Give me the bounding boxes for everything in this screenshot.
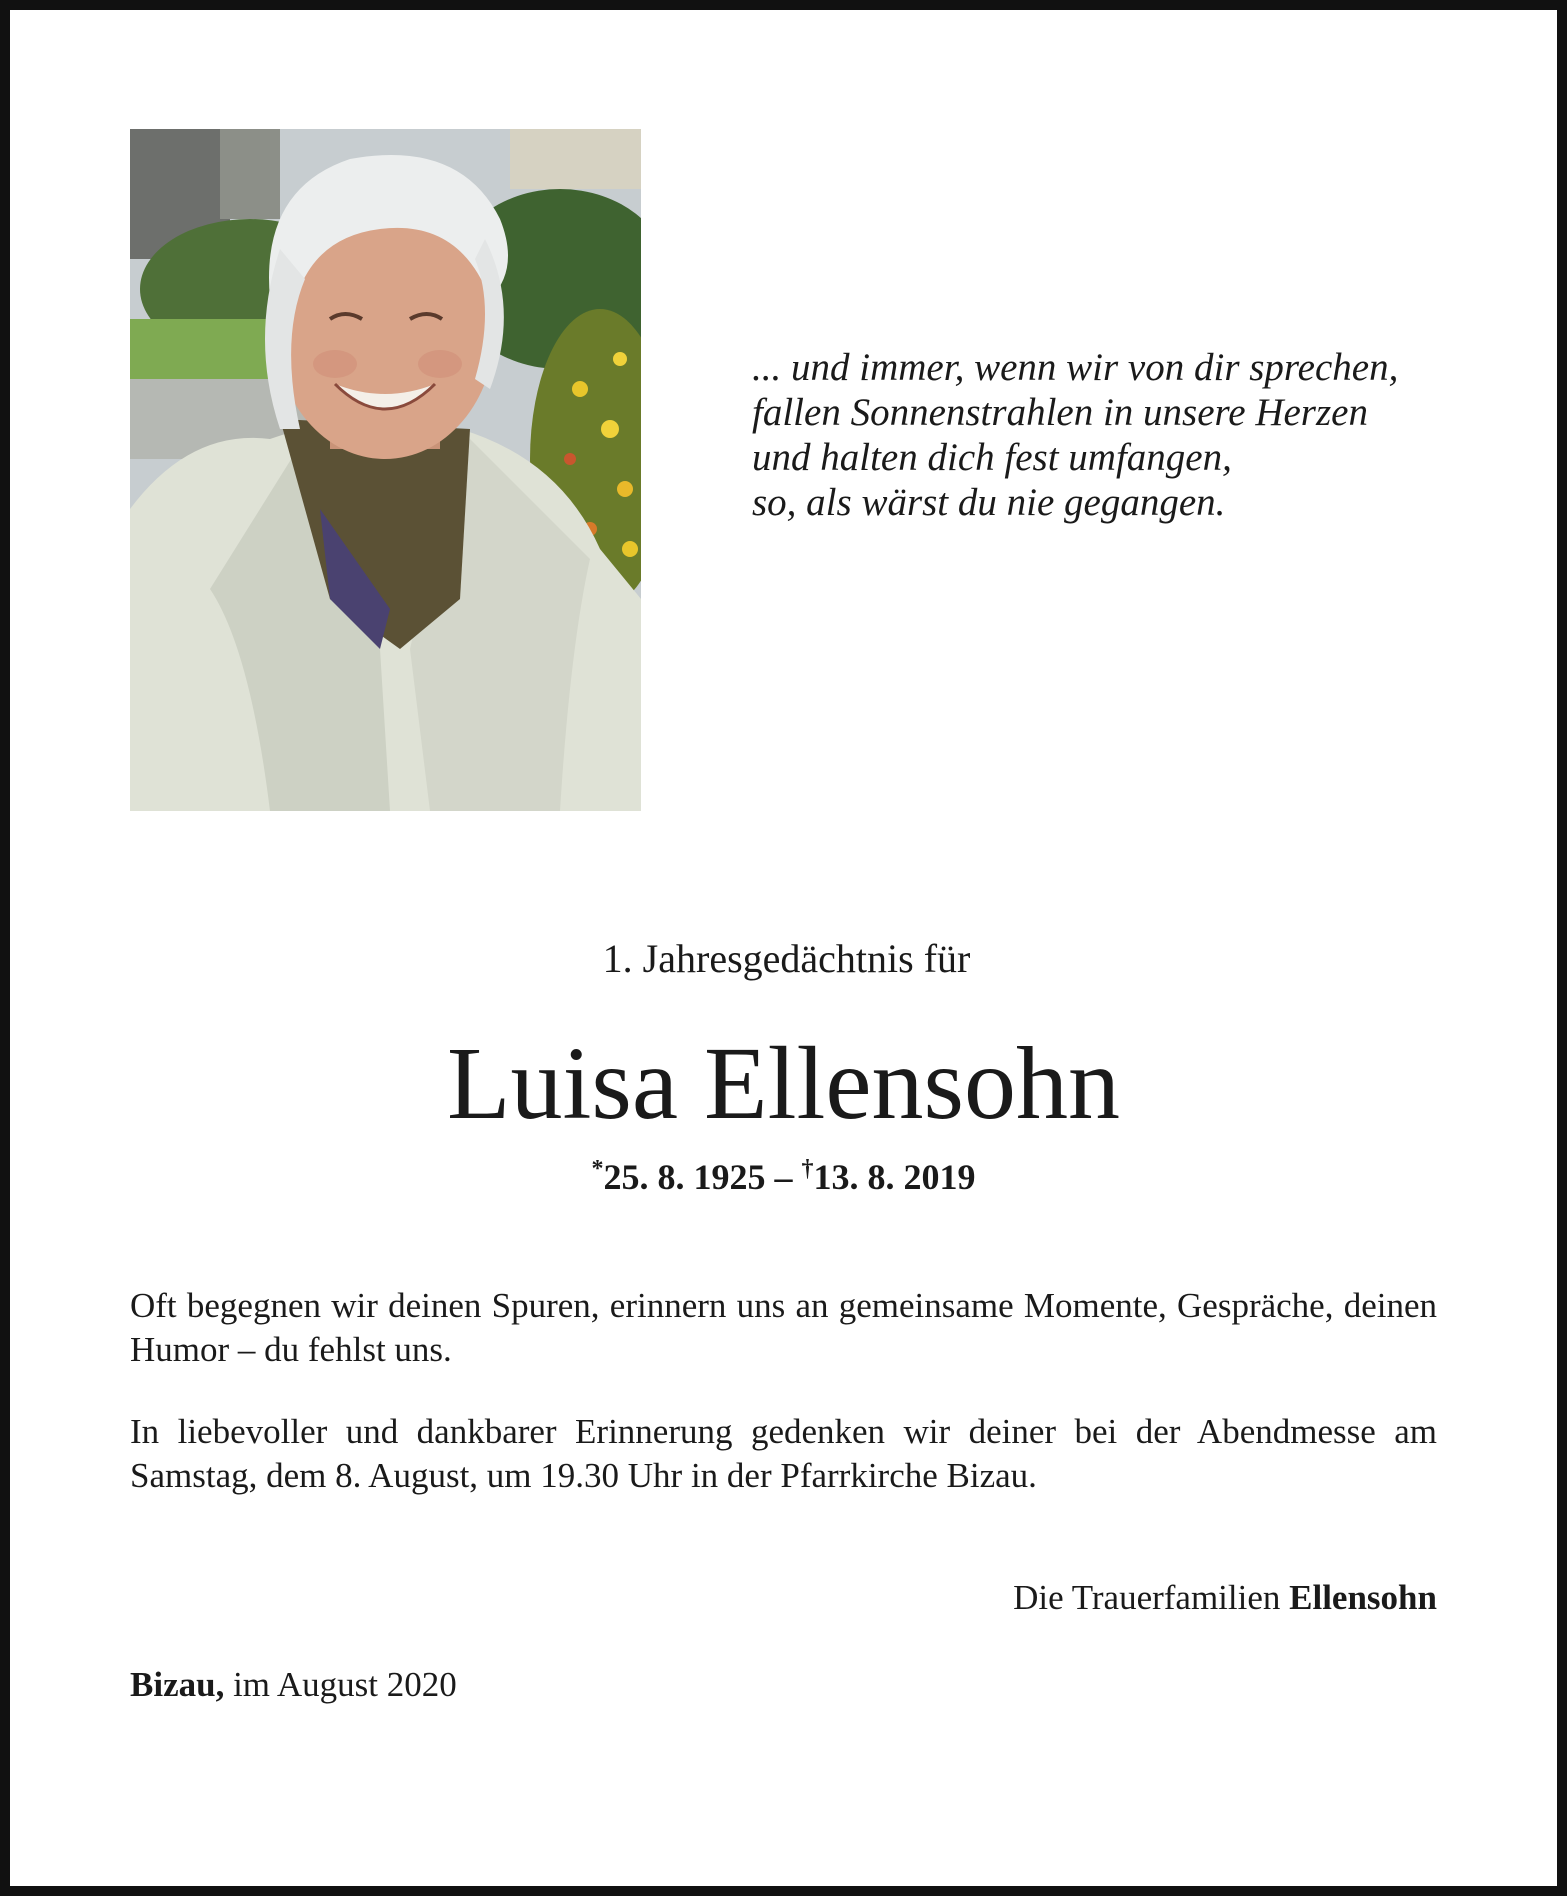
signature-prefix: Die Trauerfamilien: [1013, 1578, 1290, 1617]
place-town: Bizau,: [130, 1665, 225, 1704]
deceased-name: Luisa Ellensohn: [446, 1026, 1120, 1141]
memorial-text: [130, 1284, 1437, 1536]
memorial-heading: 1. Jahresgedächtnis für: [602, 936, 971, 981]
poem-line: und halten dich fest umfangen,: [752, 436, 1232, 479]
memorial-poem: [752, 345, 1472, 525]
date-separator: –: [765, 1157, 802, 1197]
death-date: 13. 8. 2019: [813, 1157, 976, 1197]
paragraph: In liebevoller und dankbarer Erinnerung gedenken wir deiner bei der Abendmesse am Samstag, dem 8. August, um 19.30 Uhr in der Pfarrkirche Bizau.: [130, 1412, 1437, 1495]
birth-date: 25. 8. 1925: [603, 1157, 766, 1197]
signature: [1013, 1578, 1437, 1618]
birth-symbol: *: [591, 1156, 604, 1182]
paragraph: Oft begegnen wir deinen Spuren, erinnern uns an gemeinsame Momente, Gespräche, deinen Humor – du fehlst uns.: [130, 1286, 1437, 1369]
place-date: [130, 1665, 457, 1705]
poem-line: so, als wärst du nie gegangen.: [752, 481, 1226, 524]
portrait-photo: [130, 129, 641, 811]
signature-family: Ellensohn: [1289, 1578, 1437, 1617]
poem-line: ... und immer, wenn wir von dir sprechen,: [752, 346, 1399, 389]
life-dates: [0, 1156, 1567, 1198]
poem-line: fallen Sonnenstrahlen in unsere Herzen: [752, 391, 1368, 434]
place-date-text: im August 2020: [224, 1665, 457, 1704]
death-symbol: †: [801, 1156, 814, 1182]
